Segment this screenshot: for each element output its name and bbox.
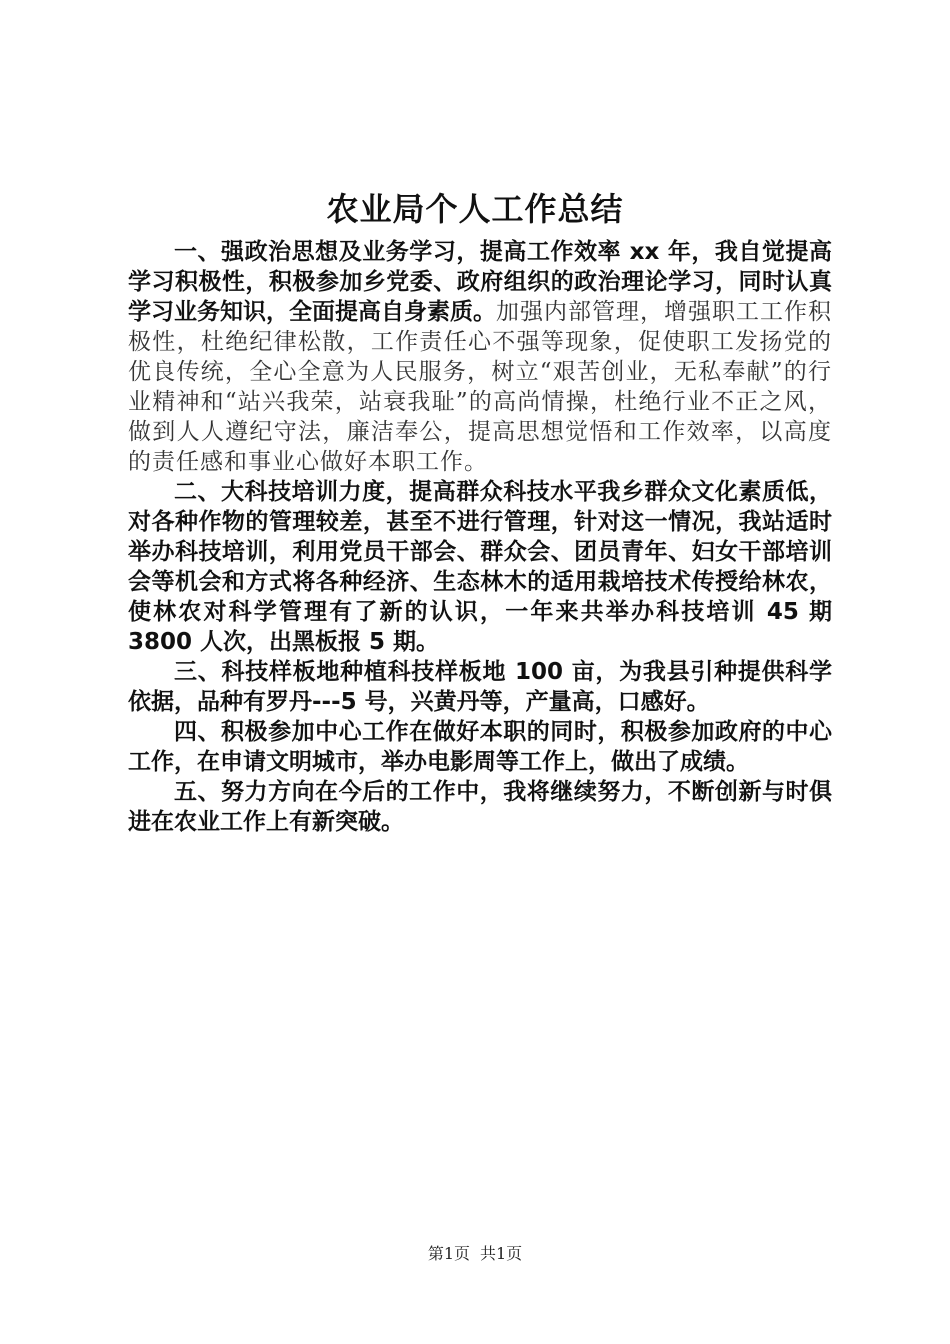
page-footer: [0, 1242, 950, 1266]
document-title: 农业局个人工作总结: [326, 190, 624, 228]
paragraph-5-bold-text: 五、努力方向在今后的工作中，我将继续努力，不断创新与时俱进在农业工作上有新突破。: [128, 779, 832, 835]
paragraph-2: [128, 477, 832, 657]
paragraph-3: [128, 657, 832, 717]
paragraph-1-light-text: 加强内部管理，增强职工工作积极性，杜绝纪律松散，工作责任心不强等现象，促使职工发扬党的优良传统，全心全意为人民服务，树立“艰苦创业，无私奉献”的行业精神和“站兴我荣，站衰我耻”的高尚情操，杜绝行业不正之风，做到人人遵纪守法，廉洁奉公，提高思想觉悟和工作效率，以高度的责任感和事业心做好本职工作。: [128, 299, 832, 475]
paragraph-4: [128, 717, 832, 777]
paragraph-1-bold-text: 一、强政治思想及业务学习，提高工作效率 xx 年，我自觉提高学习积极性，积极参加乡党委、政府组织的政治理论学习，同时认真学习业务知识，全面提高自身素质。: [128, 239, 832, 325]
paragraph-5: [128, 777, 832, 837]
document-body: [128, 237, 832, 837]
paragraph-3-bold-text: 三、科技样板地种植科技样板地 100 亩，为我县引种提供科学依据，品种有罗丹---5 号，兴黄丹等，产量高，口感好。: [128, 659, 832, 715]
paragraph-4-bold-text: 四、积极参加中心工作在做好本职的同时，积极参加政府的中心工作，在申请文明城市，举办电影周等工作上，做出了成绩。: [128, 719, 832, 775]
page-total: 共1页: [480, 1244, 523, 1263]
paragraph-1: [128, 237, 832, 477]
page-number: 第1页: [427, 1244, 470, 1263]
paragraph-2-bold-text: 二、大科技培训力度，提高群众科技水平我乡群众文化素质低，对各种作物的管理较差，甚至不进行管理，针对这一情况，我站适时举办科技培训，利用党员干部会、群众会、团员青年、妇女干部培训会等机会和方式将各种经济、生态林木的适用栽培技术传授给林农，使林农对科学管理有了新的认识，一年来共举办科技培训 45 期 3800 人次，出黑板报 5 期。: [128, 479, 832, 655]
